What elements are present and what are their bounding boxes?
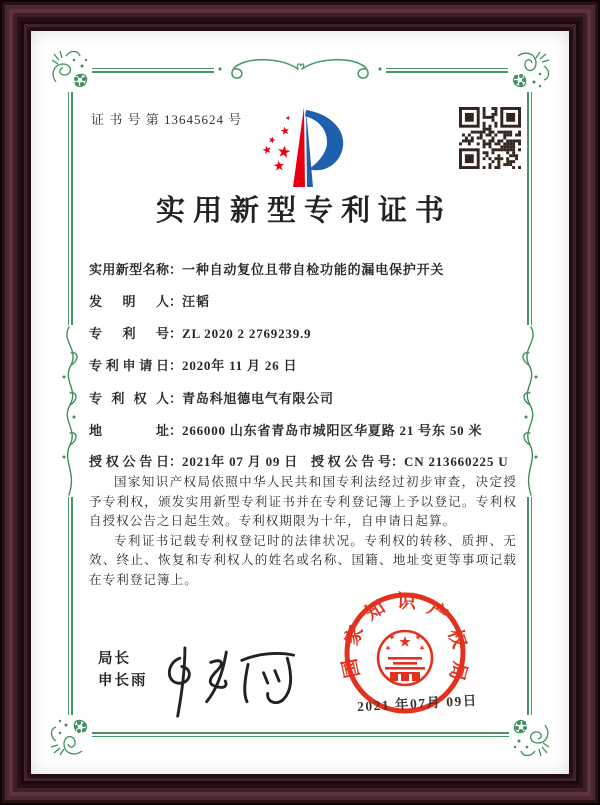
field-row [89, 420, 533, 440]
director-signature [157, 639, 307, 723]
director-title: 局长 [98, 651, 131, 667]
field-label: 发 明 人 [89, 294, 169, 309]
field-label: 专 利 号 [89, 326, 169, 341]
field-value: 一种自动复位且带自检功能的漏电保护开关 [182, 262, 445, 277]
seal-text: 国家知识产权局 [340, 591, 470, 684]
field-colon: ： [169, 454, 183, 469]
field-label: 专 利 权 人 [89, 391, 169, 406]
field-colon: ： [391, 454, 405, 469]
border-ornament-corner-floral [509, 715, 555, 761]
field-row [89, 291, 533, 311]
border-ornament-corner-floral [46, 715, 92, 761]
field-value: 2020年 11 月 26 日 [182, 358, 298, 373]
field-label: 地 址 [89, 423, 169, 438]
field-label: 授权公告号 [311, 454, 391, 469]
field-row [89, 323, 533, 343]
field-colon: ： [169, 358, 183, 373]
certificate-title: 实用新型专利证书 [155, 195, 452, 227]
legal-paragraph-1: 国家知识产权局依照中华人民共和国专利法经过初步审查，决定授予专利权，颁发实用新型专利证书并在专利登记簿上予以登记。专利权自授权公告之日起生效。专利权期限为十年，自申请日起算。 [89, 475, 517, 528]
director-block [98, 648, 148, 692]
border-ornament-corner-floral [508, 46, 554, 92]
field-label: 授权公告日 [89, 454, 169, 469]
cnipa-patent-logo-icon [253, 101, 353, 191]
field-value: CN 213660225 U [404, 454, 509, 469]
field-colon: ： [169, 423, 183, 438]
certificate-number: 证 书 号 第 13645624 号 [91, 112, 243, 127]
field-colon: ： [169, 294, 183, 309]
border-ornament-top-scroll [214, 54, 386, 84]
field-row [89, 388, 533, 408]
border-ornament-side-vine [519, 325, 543, 497]
field-value: 青岛科旭德电气有限公司 [182, 391, 334, 406]
field-row [89, 451, 533, 471]
border-ornament-corner-floral [46, 46, 92, 92]
field-row [89, 355, 533, 375]
field-row [89, 259, 533, 279]
field-label: 专利申请日 [89, 358, 169, 373]
seal-date: 2021 年07月 09日 [356, 692, 479, 715]
field-label: 实用新型名称 [89, 262, 169, 277]
legal-paragraph-2: 专利证书记载专利权登记时的法律状况。专利权的转移、质押、无效、终止、恢复和专利权人的姓名或名称、国籍、地址变更等事项记载在专利登记簿上。 [89, 533, 517, 587]
field-colon: ： [169, 326, 183, 341]
field-value: ZL 2020 2 2769239.9 [182, 326, 312, 341]
field-value: 汪韬 [182, 294, 210, 309]
field-colon: ： [169, 262, 183, 277]
field-value: 266000 山东省青岛市城阳区华夏路 21 号东 50 米 [182, 423, 483, 438]
border-ornament-side-vine [57, 325, 81, 497]
field-value: 2021年 07 月 09 日 [182, 454, 299, 469]
director-name: 申长雨 [98, 673, 148, 689]
qr-code-icon [459, 107, 521, 169]
certificate-paper [31, 31, 569, 774]
grant-number-pair [311, 451, 508, 470]
grant-date-pair [89, 454, 298, 469]
field-colon: ： [169, 391, 183, 406]
legal-text [89, 473, 517, 590]
